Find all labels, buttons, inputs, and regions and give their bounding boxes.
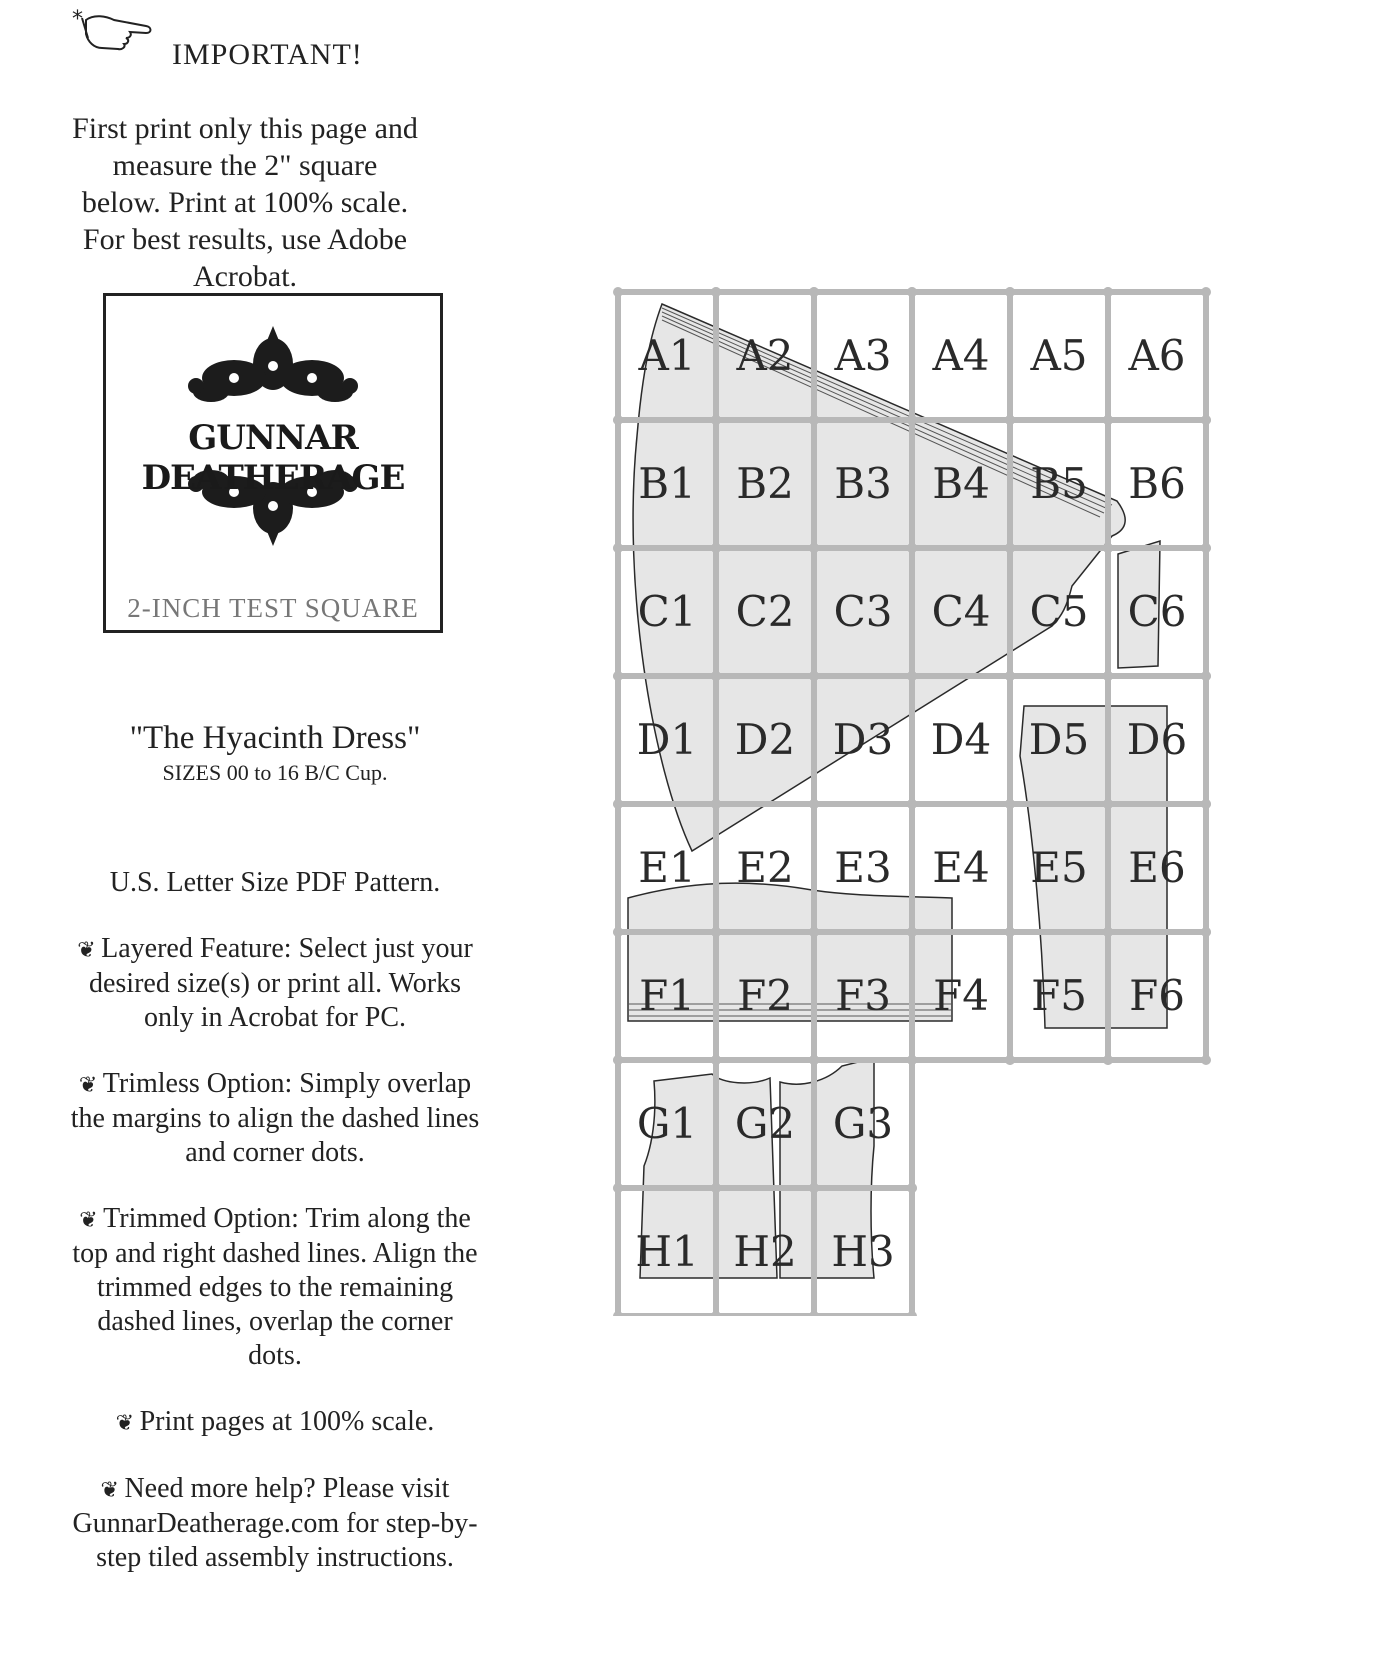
tile-label-g1: G1 (636, 1099, 698, 1148)
corner-dot (711, 671, 721, 681)
corner-dot (1103, 543, 1113, 553)
corner-dot (613, 1055, 623, 1065)
tile-label-a6: A6 (1128, 331, 1186, 380)
tile-label-e1: E1 (638, 843, 696, 892)
tile-label-f4: F4 (933, 971, 989, 1020)
tile-label-a4: A4 (932, 331, 990, 380)
corner-dot (1005, 543, 1015, 553)
tile-label-b1: B1 (638, 459, 696, 508)
tile-label-c5: C5 (1029, 587, 1089, 636)
corner-dot (711, 799, 721, 809)
tile-label-f5: F5 (1031, 971, 1087, 1020)
corner-dot (1201, 671, 1211, 681)
corner-dot (1005, 927, 1015, 937)
corner-dot (613, 287, 623, 297)
tile-label-a3: A3 (834, 331, 892, 380)
corner-dot (711, 415, 721, 425)
tile-grid (612, 286, 1212, 1316)
svg-text:*: * (72, 7, 83, 32)
corner-dot (1201, 1055, 1211, 1065)
tile-label-a5: A5 (1030, 331, 1088, 380)
fleuron-icon: ❦ (79, 1207, 104, 1232)
instruction-text: Print pages at 100% scale. (139, 1406, 435, 1437)
instruction-text: Trimmed Option: Trim along the top and right dashed lines. Align the trimmed edges to the remaining dashed lines, overlap the corner dots. (72, 1203, 478, 1371)
tile-label-e5: E5 (1030, 843, 1088, 892)
tile-label-f6: F6 (1129, 971, 1185, 1020)
intro-text: First print only this page and measure the 2" square below. Print at 100% scale. For best results, use Adobe Acrobat. (72, 112, 418, 293)
tile-label-e4: E4 (932, 843, 990, 892)
instruction-2 (70, 1067, 480, 1170)
corner-dot (809, 1055, 819, 1065)
fleuron-icon: ❦ (78, 1072, 103, 1097)
corner-dot (1005, 671, 1015, 681)
tile-label-e6: E6 (1128, 843, 1186, 892)
corner-dot (1103, 671, 1113, 681)
corner-dot (1103, 287, 1113, 297)
corner-dot (907, 1183, 917, 1193)
corner-dot (1005, 415, 1015, 425)
tile-label-d2: D2 (734, 715, 796, 764)
corner-dot (1201, 927, 1211, 937)
tile-label-c6: C6 (1127, 587, 1187, 636)
pattern-title: "The Hyacinth Dress" (129, 720, 421, 756)
corner-dot (907, 1311, 917, 1316)
tile-label-f2: F2 (737, 971, 793, 1020)
tile-label-c4: C4 (931, 587, 991, 636)
corner-dot (1201, 799, 1211, 809)
tile-label-d6: D6 (1126, 715, 1188, 764)
corner-dot (613, 1311, 623, 1316)
corner-dot (711, 1055, 721, 1065)
corner-dot (613, 799, 623, 809)
corner-dot (613, 671, 623, 681)
fleuron-icon: ❦ (115, 1410, 140, 1435)
tile-label-e2: E2 (736, 843, 794, 892)
important-header (72, 4, 492, 74)
corner-dot (613, 1183, 623, 1193)
tile-label-c2: C2 (735, 587, 795, 636)
instruction-3 (70, 1202, 480, 1373)
tile-label-a1: A1 (638, 331, 696, 380)
tile-label-h2: H2 (733, 1227, 797, 1276)
corner-dot (1201, 287, 1211, 297)
tile-label-d1: D1 (636, 715, 698, 764)
tile-label-b3: B3 (834, 459, 892, 508)
corner-dot (907, 415, 917, 425)
fleuron-icon: ❦ (77, 937, 102, 962)
corner-dot (613, 927, 623, 937)
corner-dot (809, 799, 819, 809)
corner-dot (711, 1183, 721, 1193)
tile-label-d4: D4 (930, 715, 992, 764)
pointing-hand-icon (72, 4, 162, 64)
instruction-text: Need more help? Please visit GunnarDeatherage.com for step-by-step tiled assembly instructions. (72, 1473, 478, 1573)
instruction-text: Trimless Option: Simply overlap the margins to align the dashed lines and corner dots. (70, 1068, 480, 1168)
corner-dot (1103, 415, 1113, 425)
tile-label-d5: D5 (1028, 715, 1090, 764)
tile-label-g3: G3 (832, 1099, 894, 1148)
tile-label-g2: G2 (734, 1099, 796, 1148)
corner-dot (613, 543, 623, 553)
tile-label-b6: B6 (1128, 459, 1186, 508)
corner-dot (1103, 927, 1113, 937)
corner-dot (809, 1183, 819, 1193)
tile-label-h1: H1 (635, 1227, 699, 1276)
tile-label-f3: F3 (835, 971, 891, 1020)
corner-dot (809, 287, 819, 297)
tile-assembly-map (612, 286, 1212, 1321)
tile-label-a2: A2 (736, 331, 794, 380)
instruction-text: U.S. Letter Size PDF Pattern. (109, 867, 441, 898)
corner-dot (1005, 1055, 1015, 1065)
instruction-5 (70, 1472, 480, 1575)
corner-dot (1103, 1055, 1113, 1065)
corner-dot (711, 927, 721, 937)
instruction-text: Layered Feature: Select just your desired size(s) or print all. Works only in Acrobat for PC. (88, 933, 473, 1033)
corner-dot (907, 799, 917, 809)
corner-dot (907, 543, 917, 553)
tile-label-f1: F1 (639, 971, 695, 1020)
tile-label-b5: B5 (1030, 459, 1088, 508)
pattern-sizes: SIZES 00 to 16 B/C Cup. (162, 760, 388, 785)
corner-dot (711, 543, 721, 553)
tile-label-h3: H3 (831, 1227, 895, 1276)
important-label: IMPORTANT! (172, 38, 363, 71)
corner-dot (809, 671, 819, 681)
tile-label-c3: C3 (833, 587, 893, 636)
corner-dot (1005, 799, 1015, 809)
test-square-label: 2-INCH TEST SQUARE (127, 593, 419, 623)
fleuron-icon: ❦ (100, 1477, 125, 1502)
test-square (103, 293, 443, 633)
corner-dot (711, 1311, 721, 1316)
corner-dot (1005, 287, 1015, 297)
corner-dot (907, 927, 917, 937)
corner-dot (1103, 799, 1113, 809)
instruction-0 (70, 866, 480, 900)
instruction-1 (70, 932, 480, 1035)
corner-dot (711, 287, 721, 297)
corner-dot (809, 543, 819, 553)
instruction-4 (70, 1405, 480, 1440)
tile-label-e3: E3 (834, 843, 892, 892)
brand-wordmark: GUNNAR DEATHERAGE (141, 418, 405, 498)
corner-dot (613, 415, 623, 425)
corner-dot (907, 1055, 917, 1065)
corner-dot (809, 415, 819, 425)
corner-dot (907, 671, 917, 681)
corner-dot (809, 1311, 819, 1316)
corner-dot (907, 287, 917, 297)
corner-dot (1201, 543, 1211, 553)
tile-label-d3: D3 (832, 715, 894, 764)
tile-label-b2: B2 (736, 459, 794, 508)
corner-dot (809, 927, 819, 937)
corner-dot (1201, 415, 1211, 425)
tile-label-c1: C1 (637, 587, 697, 636)
tile-label-b4: B4 (932, 459, 990, 508)
